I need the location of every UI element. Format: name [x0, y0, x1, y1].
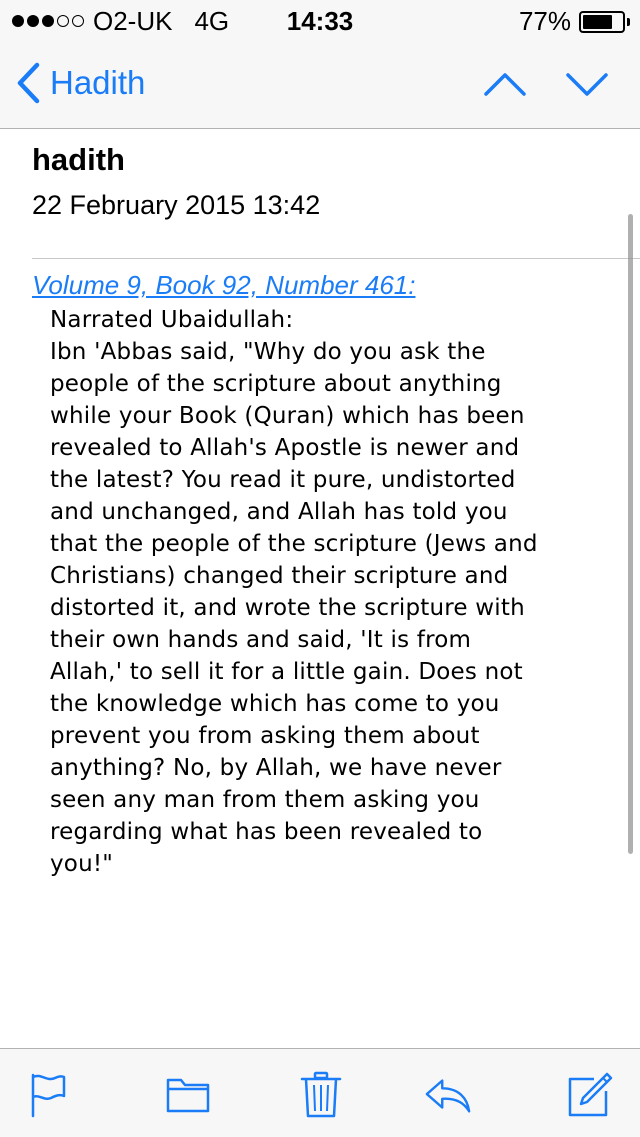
status-time: 14:33 — [286, 6, 354, 36]
battery-percentage: 77% — [518, 6, 571, 36]
body-line: anything? No, by Allah, we have never — [50, 755, 502, 781]
battery-tip — [627, 18, 630, 26]
body-line: while your Book (Quran) which has been — [50, 403, 525, 429]
reply-button[interactable] — [424, 1071, 472, 1119]
body-line: Ibn 'Abbas said, "Why do you ask the — [50, 339, 486, 365]
flag-button[interactable] — [24, 1071, 72, 1119]
navigation-bar — [0, 40, 640, 129]
message-date: 22 February 2015 13:42 — [32, 190, 321, 220]
delete-button[interactable] — [297, 1071, 345, 1119]
reply-icon — [424, 1075, 472, 1115]
reference-link[interactable]: Volume 9, Book 92, Number 461: — [32, 270, 416, 300]
chevron-up-icon — [482, 66, 528, 102]
compose-icon — [566, 1071, 614, 1119]
body-line: prevent you from asking them about — [50, 723, 480, 749]
scrollbar[interactable] — [628, 214, 633, 854]
chevron-left-icon — [16, 62, 40, 104]
body-line: revealed to Allah's Apostle is newer and — [50, 435, 520, 461]
battery-fill — [583, 15, 612, 29]
body-line: Allah,' to sell it for a little gain. Does not — [50, 659, 523, 685]
body-line: their own hands and said, 'It is from — [50, 627, 472, 653]
bottom-toolbar — [0, 1048, 640, 1137]
body-line: and unchanged, and Allah has told you — [50, 499, 508, 525]
body-line: distorted it, and wrote the scripture with — [50, 595, 525, 621]
body-line: the knowledge which has come to you — [50, 691, 500, 717]
previous-message-button[interactable] — [482, 66, 528, 107]
next-message-button[interactable] — [564, 66, 610, 107]
flag-icon — [28, 1072, 68, 1118]
message-subject: hadith — [32, 142, 125, 177]
back-button-label: Hadith — [50, 64, 146, 101]
body-line: seen any man from them asking you — [50, 787, 480, 813]
header-divider — [32, 258, 640, 259]
network-type: 4G — [194, 5, 230, 36]
status-right — [519, 6, 630, 37]
body-line: people of the scripture about anything — [50, 371, 502, 397]
carrier-name: O2-UK — [93, 5, 173, 36]
message-body — [50, 304, 620, 880]
chevron-down-icon — [564, 66, 610, 102]
body-line: regarding what has been revealed to — [50, 819, 483, 845]
move-to-folder-button[interactable] — [164, 1071, 212, 1119]
body-line: Christians) changed their scripture and — [50, 563, 509, 589]
body-line: that the people of the scripture (Jews and — [50, 531, 538, 557]
folder-icon — [165, 1075, 211, 1115]
battery-icon — [579, 11, 625, 33]
body-line: you!" — [50, 851, 114, 877]
back-button[interactable] — [16, 62, 145, 104]
body-line: Narrated Ubaidullah: — [50, 307, 294, 333]
status-bar — [0, 0, 640, 40]
compose-button[interactable] — [566, 1071, 614, 1119]
trash-icon — [299, 1071, 343, 1119]
body-line: the latest? You read it pure, undistorted — [50, 467, 516, 493]
